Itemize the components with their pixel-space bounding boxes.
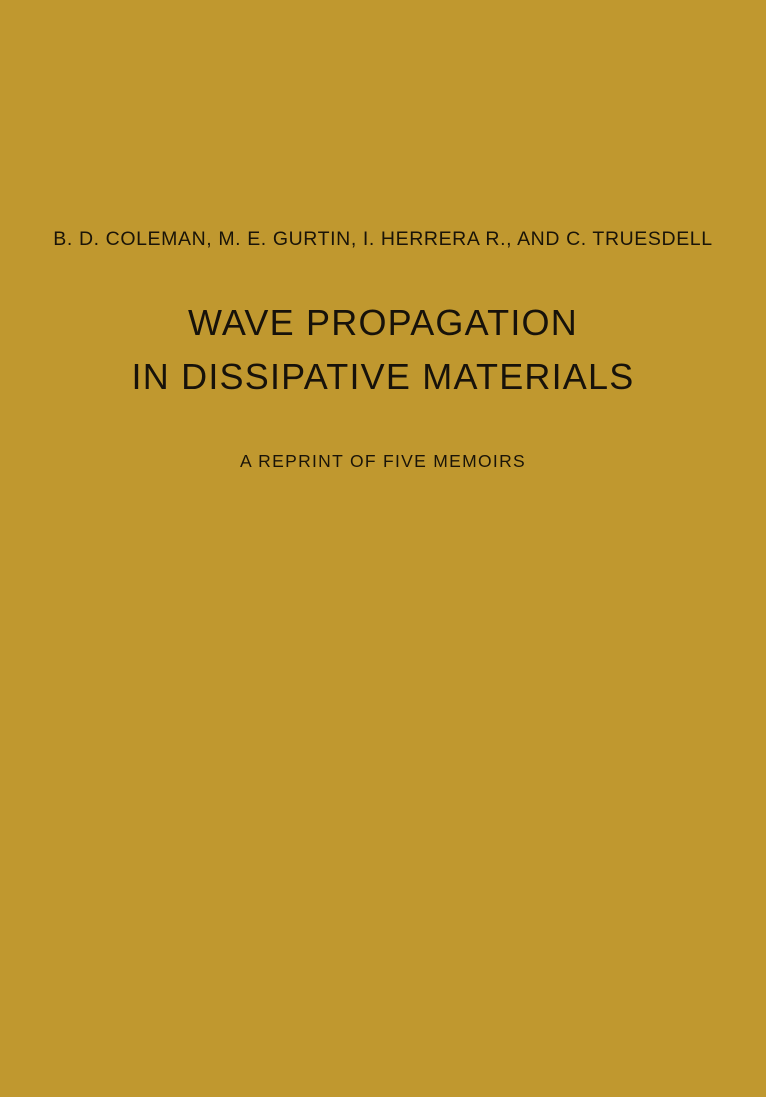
subtitle: A REPRINT OF FIVE MEMOIRS bbox=[240, 451, 526, 471]
title-line-2: IN DISSIPATIVE MATERIALS bbox=[131, 356, 635, 397]
title-line-1: WAVE PROPAGATION bbox=[188, 302, 578, 343]
page-title bbox=[0, 296, 766, 404]
author-list: B. D. COLEMAN, M. E. GURTIN, I. HERRERA R., AND C. TRUESDELL bbox=[53, 228, 713, 250]
